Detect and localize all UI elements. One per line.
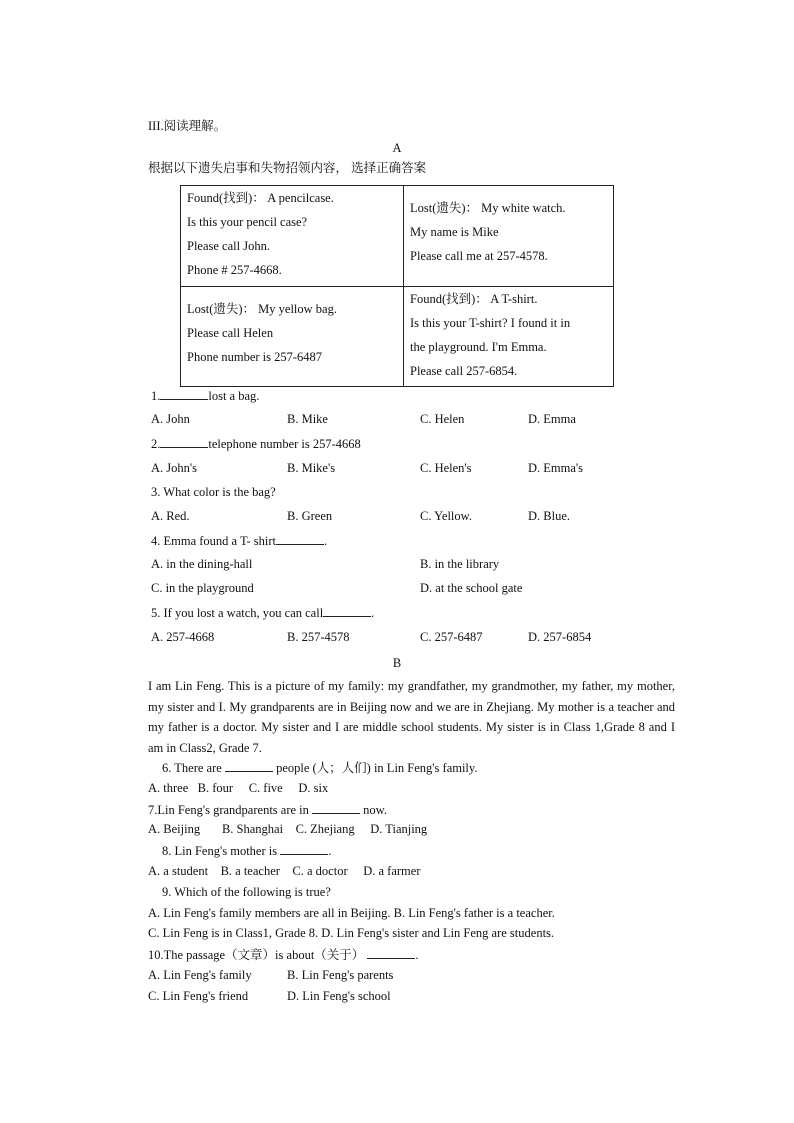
notice-found-pencilcase <box>181 186 404 287</box>
q9-options-line-2: C. Lin Feng is in Class1, Grade 8. D. Lin Feng's sister and Lin Feng are students. <box>148 926 555 940</box>
q7-option-c: C. Zhejiang <box>295 822 355 836</box>
notice-line: the playground. I'm Emma. <box>410 339 547 354</box>
q8-option-d: D. a farmer <box>363 864 421 878</box>
question-6 <box>162 759 477 776</box>
question-9: 9. Which of the following is true? <box>162 885 331 899</box>
notice-line: Is this your T-shirt? I found it in <box>410 315 571 330</box>
q7-option-a: A. Beijing <box>148 822 201 836</box>
q6-option-c: C. five <box>248 781 283 795</box>
section-a-instruction: 根据以下遗失启事和失物招领内容， 选择正确答案 <box>148 161 427 175</box>
notice-line: My name is Mike <box>410 225 499 239</box>
q2-option-b: B. Mike's <box>287 461 336 475</box>
q3-option-c: C. Yellow. <box>420 509 472 523</box>
q5-option-c: C. 257-6487 <box>420 630 483 644</box>
question-text: 1. <box>151 389 161 403</box>
notice-line: Please call me at 257-4578. <box>410 249 548 263</box>
notice-line: Is this your pencil case? <box>187 215 308 229</box>
section-b-title: B <box>392 656 402 670</box>
section-heading: III.阅读理解。 <box>148 119 227 133</box>
question-8 <box>162 842 331 859</box>
question-1 <box>151 387 259 404</box>
question-2 <box>151 435 361 452</box>
q7-option-d: D. Tianjing <box>370 822 428 836</box>
question-text: 4. Emma found a T- shirt <box>151 534 276 548</box>
q2-option-a: A. John's <box>151 461 198 475</box>
q1-option-c: C. Helen <box>420 412 465 426</box>
notice-line: Please call John. <box>187 239 270 253</box>
q8-option-a: A. a student <box>148 864 209 878</box>
notice-line: Found(找到)： A T-shirt. <box>410 291 538 306</box>
q5-option-a: A. 257-4668 <box>151 630 215 644</box>
answer-blank <box>323 604 371 617</box>
notice-line: Lost(遗失)： My yellow bag. <box>187 301 337 316</box>
q2-option-d: D. Emma's <box>528 461 584 475</box>
question-text: 10.The passage（文章）is about（关于） <box>148 948 365 962</box>
question-text: . <box>415 948 419 962</box>
notice-found-tshirt <box>404 286 614 387</box>
notice-line: Phone # 257-4668. <box>187 263 282 277</box>
question-text: 5. If you lost a watch, you can call <box>151 606 324 620</box>
question-text: people (人；人们) in Lin Feng's family. <box>276 761 478 775</box>
question-text: . <box>324 534 328 548</box>
question-text: now. <box>363 803 387 817</box>
q4-option-d: D. at the school gate <box>420 581 523 595</box>
q3-option-d: D. Blue. <box>528 509 571 523</box>
q4-option-a: A. in the dining-hall <box>151 557 253 571</box>
answer-blank <box>367 946 415 959</box>
q4-option-c: C. in the playground <box>151 581 254 595</box>
q3-option-b: B. Green <box>287 509 333 523</box>
q8-option-b: B. a teacher <box>220 864 280 878</box>
q6-option-a: A. three <box>148 781 189 795</box>
answer-blank <box>280 842 328 855</box>
question-text: telephone number is 257-4668 <box>208 437 361 451</box>
section-a-title: A <box>392 141 402 155</box>
notice-line: Please call Helen <box>187 325 274 340</box>
notice-lost-watch <box>404 186 614 287</box>
answer-blank <box>276 532 324 545</box>
question-text: 6. There are <box>162 761 222 775</box>
q6-options <box>148 780 328 796</box>
question-text: lost a bag. <box>208 389 260 403</box>
question-text: 8. Lin Feng's mother is <box>162 844 278 858</box>
q3-option-a: A. Red. <box>151 509 190 523</box>
q8-option-c: C. a doctor <box>292 864 348 878</box>
notice-lost-bag <box>181 286 404 387</box>
question-text: . <box>328 844 332 858</box>
q8-options <box>148 863 421 879</box>
q1-option-b: B. Mike <box>287 412 328 426</box>
section-b-passage: I am Lin Feng. This is a picture of my family: my grandfather, my grandmother, my father, my mother, my sister and I. My grandparents are in Beijing now and we are in Zhejiang. My mother is a teacher and my father is a doctor. My sister and I are middle school students. My sister is in Class 1,Grade 8 and I am in Class2, Grade 7. <box>148 679 675 756</box>
q6-option-d: D. six <box>298 781 329 795</box>
q1-option-d: D. Emma <box>528 412 576 426</box>
question-4 <box>151 532 327 549</box>
answer-blank <box>160 387 208 400</box>
q5-option-d: D. 257-6854 <box>528 630 592 644</box>
question-text: 7.Lin Feng's grandparents are in <box>148 803 309 817</box>
question-10 <box>148 946 419 963</box>
question-7 <box>148 801 387 818</box>
answer-blank <box>312 801 360 814</box>
question-5 <box>151 604 374 621</box>
q5-option-b: B. 257-4578 <box>287 630 350 644</box>
answer-blank <box>225 759 273 772</box>
notice-line: Found(找到)： A pencilcase. <box>187 191 334 205</box>
q10-option-d: D. Lin Feng's school <box>287 989 391 1003</box>
question-text: . <box>371 606 375 620</box>
q10-option-a: A. Lin Feng's family <box>148 968 252 982</box>
q10-option-b: B. Lin Feng's parents <box>287 968 394 982</box>
q4-option-b: B. in the library <box>420 557 500 571</box>
notice-line: Phone number is 257-6487 <box>187 349 323 364</box>
notice-line: Lost(遗失)： My white watch. <box>410 201 566 215</box>
q10-option-c: C. Lin Feng's friend <box>148 989 249 1003</box>
q1-option-a: A. John <box>151 412 190 426</box>
q6-option-b: B. four <box>197 781 234 795</box>
answer-blank <box>160 435 208 448</box>
q2-option-c: C. Helen's <box>420 461 472 475</box>
q9-options-line-1: A. Lin Feng's family members are all in Beijing. B. Lin Feng's father is a teacher. <box>148 906 555 920</box>
question-3: 3. What color is the bag? <box>151 485 276 499</box>
q7-options <box>148 821 427 837</box>
question-text: 2. <box>151 437 161 451</box>
q7-option-b: B. Shanghai <box>221 822 284 836</box>
notice-line: Please call 257-6854. <box>410 363 518 378</box>
notices-table <box>180 185 614 387</box>
